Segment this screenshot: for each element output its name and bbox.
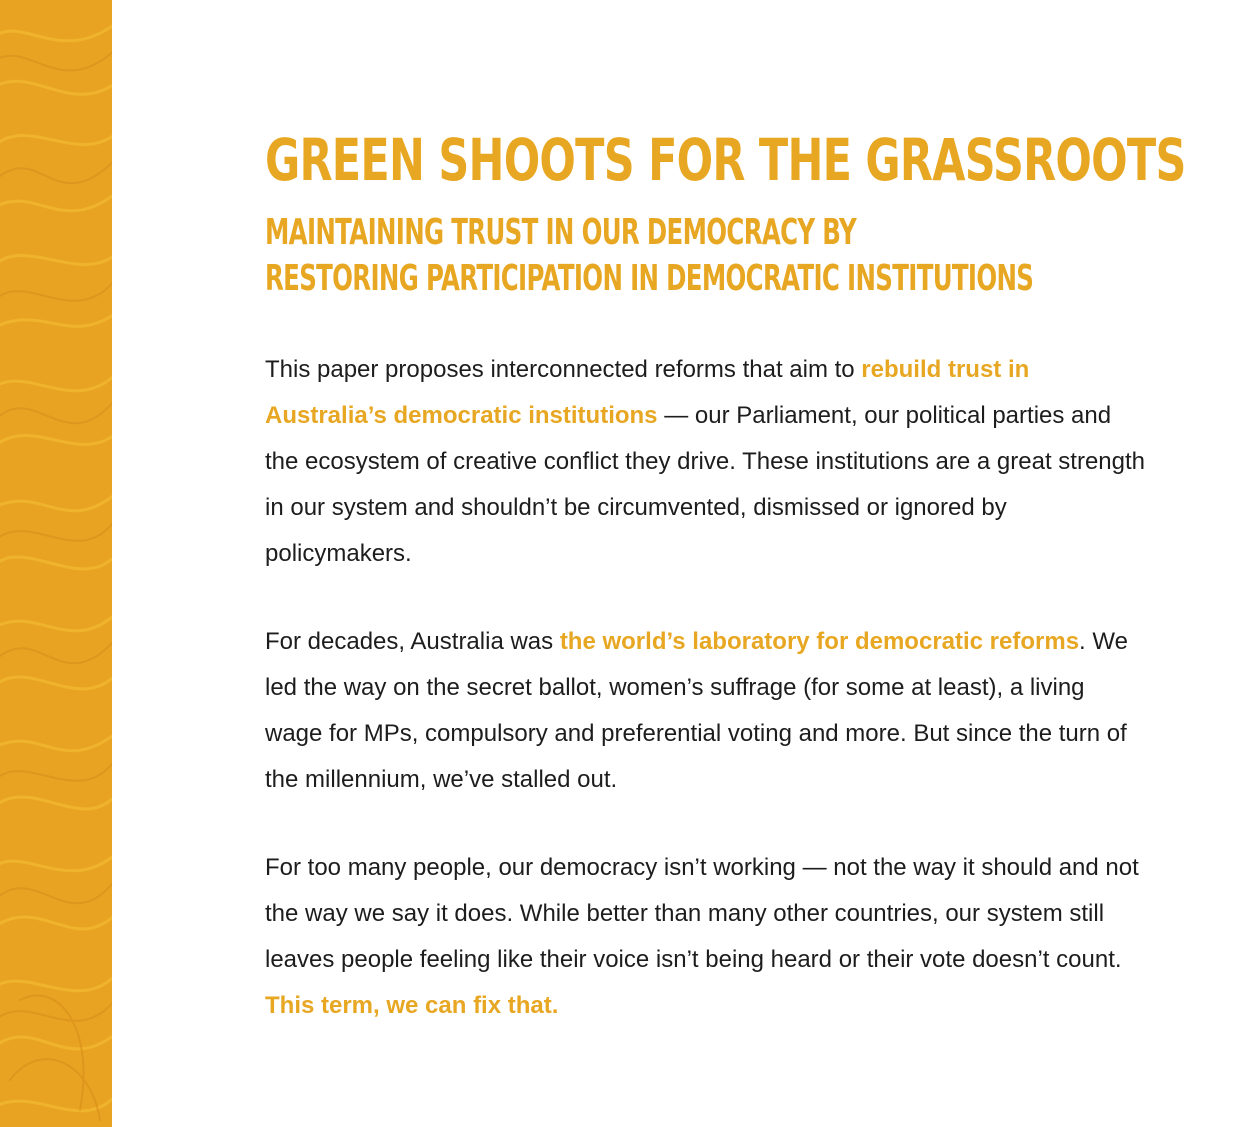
decorative-side-band	[0, 0, 112, 1127]
page-title: GREEN SHOOTS FOR THE GRASSROOTS	[265, 126, 1186, 194]
paragraph-1-highlight: rebuild trust in Australia’s democratic institutions	[265, 356, 1030, 429]
paragraph-2-text-start: For decades, Australia was	[265, 628, 560, 655]
paragraph-1-text-end: — our Parliament, our political parties and the ecosystem of creative conflict they drive. These institutions are a great strength in our system and shouldn’t be circumvented, dismissed or ignored by policymakers.	[265, 402, 1145, 567]
body-text	[265, 347, 1145, 1029]
brush-texture	[0, 0, 112, 1127]
page-subtitle	[265, 210, 1034, 302]
paragraph-3-highlight: This term, we can fix that.	[265, 992, 559, 1019]
paragraph-3	[265, 845, 1145, 1029]
subtitle-line-1: MAINTAINING TRUST IN OUR DEMOCRACY BY	[265, 212, 856, 253]
paragraph-3-text-start: For too many people, our democracy isn’t working — not the way it should and not the way we say it does. While better than many other countries, our system still leaves people feeling like their voice isn’t being heard or their vote doesn’t count.	[265, 854, 1139, 973]
main-content	[265, 120, 1186, 1071]
paragraph-1	[265, 347, 1145, 577]
paragraph-2-text-end: . We led the way on the secret ballot, women’s suffrage (for some at least), a living wage for MPs, compulsory and preferential voting and more. But since the turn of the millennium, we’ve stalled out.	[265, 628, 1128, 793]
subtitle-line-2: RESTORING PARTICIPATION IN DEMOCRATIC INSTITUTIONS	[265, 258, 1034, 299]
paragraph-2-highlight: the world’s laboratory for democratic reforms	[559, 628, 1080, 655]
paragraph-1-text-start: This paper proposes interconnected reforms that aim to	[265, 356, 862, 383]
paragraph-2	[265, 619, 1145, 803]
